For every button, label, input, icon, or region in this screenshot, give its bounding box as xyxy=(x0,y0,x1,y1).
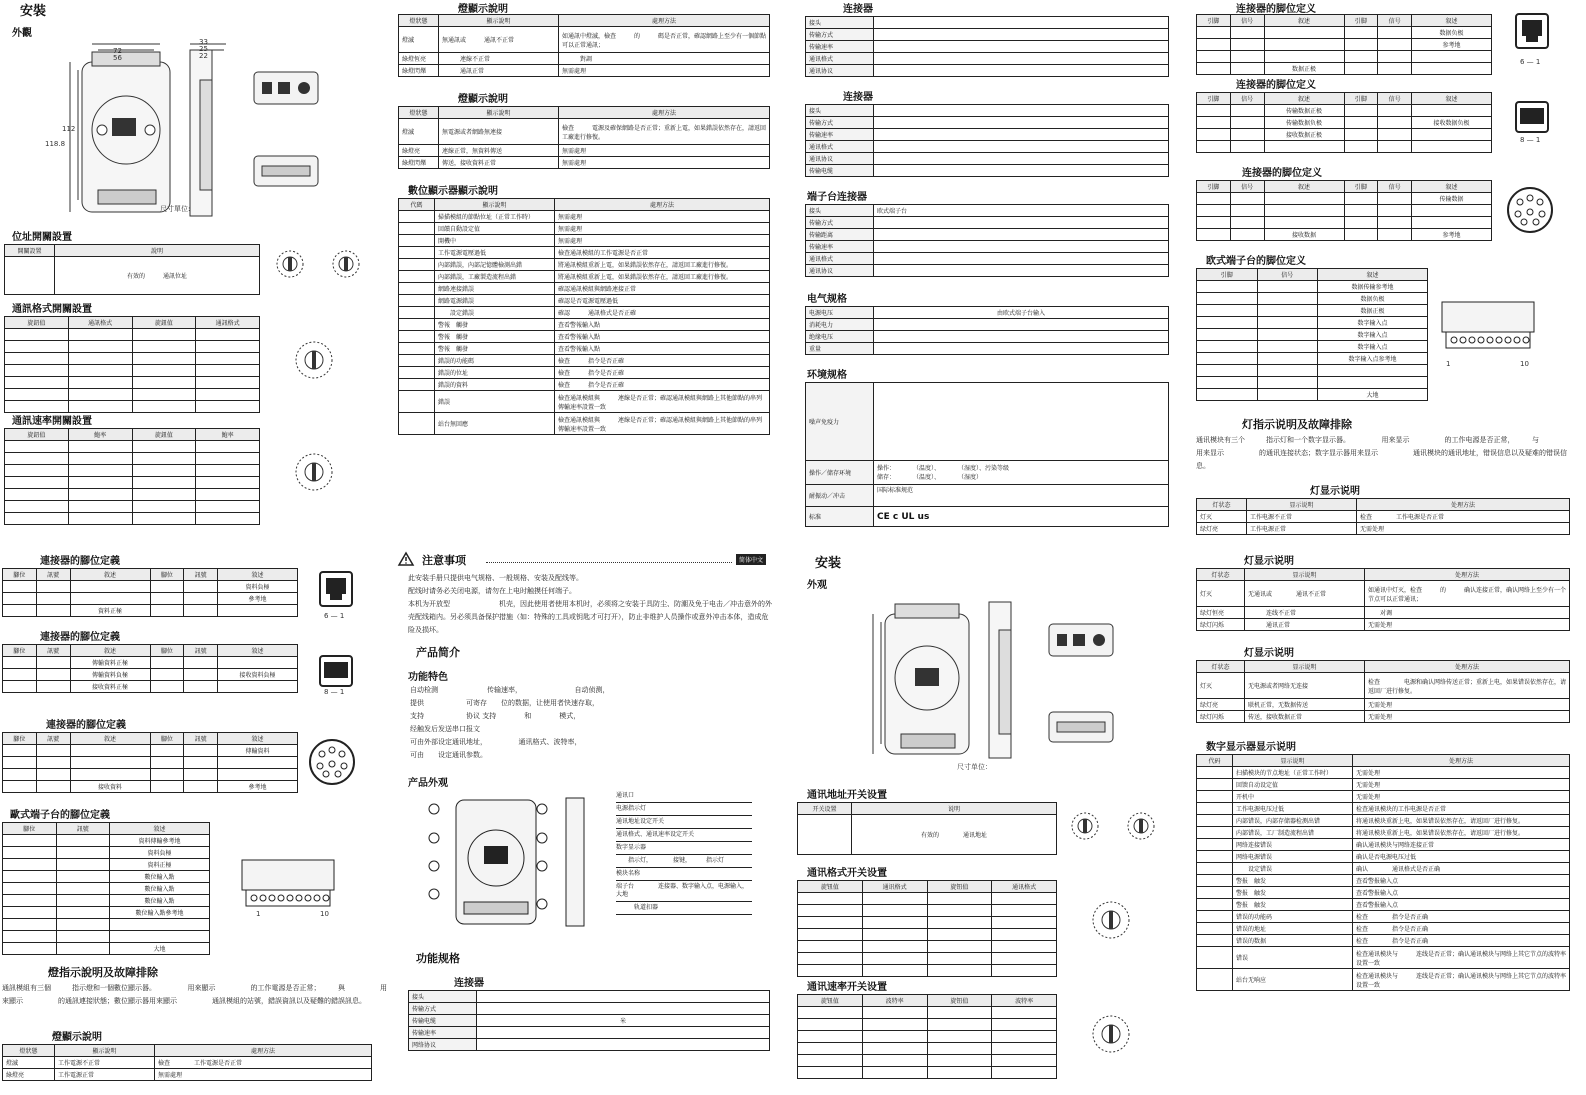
table-row: 错误的数据 检查 指令是否正确 xyxy=(1197,935,1570,947)
q5-rj11-icon xyxy=(318,570,354,614)
q1-rotary-switch-icons xyxy=(272,242,382,288)
table-row: 警报 触发 查看警报输入点 xyxy=(1197,887,1570,899)
table-row: 数字输入点参考地 xyxy=(1197,353,1428,365)
table-row: 站台无响应 检查通讯模块与 连线是否正常；确认通讯模块与网络上其它节点的波特率设置一致 xyxy=(1197,969,1570,991)
table-row: 數位輸入點 xyxy=(3,895,210,907)
table-row: 回馈自动设定值 无需处理 xyxy=(1197,779,1570,791)
table-row: 网络电源错误 确认是否电源电压过低 xyxy=(1197,851,1570,863)
table-row: 网络连接错误 确认通讯模块与网络连接正常 xyxy=(1197,839,1570,851)
legend-item: 通讯格式、通讯速率设定开关 xyxy=(616,829,752,842)
table-row: 數位輸入點參考地 xyxy=(3,907,210,919)
legend-item: 轨道扣器 xyxy=(616,902,752,915)
q1-fmt-table: 旋鈕值 通訊格式 旋鈕值 通訊格式 xyxy=(4,316,260,413)
q1-install xyxy=(0,0,396,547)
q5-din-connector-icon xyxy=(306,736,358,788)
legend-item: 模块名称 xyxy=(616,868,752,881)
q5-rj45-icon xyxy=(318,654,354,690)
q5-rj45-label: 8 — 1 xyxy=(324,688,345,696)
q7-rate-switch-icon xyxy=(1089,1012,1133,1056)
q4-terminal-block-icon xyxy=(1440,300,1536,356)
q3-conn2-table: 接头 传输方式 传输速率 通讯格式 通讯协议 传输电缆 xyxy=(805,104,1169,177)
table-row xyxy=(3,919,210,931)
table-row: 資料負極 xyxy=(3,847,210,859)
q5-terminal-pin1: 1 xyxy=(256,910,261,918)
q7-rate-title: 通讯速率开关设置 xyxy=(807,982,887,993)
q7-addr-title: 通讯地址开关设置 xyxy=(807,790,887,801)
table-row: 数据正极 xyxy=(1197,305,1428,317)
q4-pin1-title: 连接器的脚位定义 xyxy=(1236,4,1316,15)
q1-dim-d2: 25 xyxy=(199,45,208,53)
table-row: 大地 xyxy=(1197,389,1428,401)
q5-terminal-pin10: 10 xyxy=(320,910,329,918)
q5-pin3-table: 腳位 訊號 敘述 腳位 訊號 敘述 傳輸資料 接收資料 參考地 xyxy=(2,732,298,793)
q5-pin2-table: 腳位 訊號 敘述 腳位 訊號 敘述 傳輸資料正極 傳輸資料負極 接收資料負極 接收資料正極 xyxy=(2,644,298,693)
q6-note-2: 配线时请务必关闭电源，请勿在上电时触摸任何端子。 xyxy=(408,587,576,595)
q4-din-connector-icon xyxy=(1504,184,1556,236)
table-row: 錯誤 檢查通訊模組與 連線是否正常；確認通訊模組與網路上其他節點的串列傳輸速率設置一致 xyxy=(399,391,770,413)
q1-rate-switch-icon xyxy=(292,450,336,494)
table-row: 数字输入点 xyxy=(1197,317,1428,329)
table-row: 错误的地址 检查 指令是否正确 xyxy=(1197,923,1570,935)
q4-terminal-pin1: 1 xyxy=(1446,360,1451,368)
q5-euro-title: 歐式端子台的腳位定義 xyxy=(10,810,110,821)
q7-fmt-title: 通讯格式开关设置 xyxy=(807,868,887,879)
q6-feature-1: 自动检测 传输速率， 自动侦测， xyxy=(410,686,610,694)
legend-item: 通讯口 xyxy=(616,790,752,803)
q4-led-title: 灯显示说明 xyxy=(1310,486,1360,497)
q6-divider xyxy=(486,562,732,563)
q8-led2-title: 灯显示说明 xyxy=(1244,648,1294,659)
q5-led-main-title: 燈指示說明及故障排除 xyxy=(48,966,158,979)
table-row: 警報 觸發 查看警報輸入點 xyxy=(399,331,770,343)
q4-rj11-icon xyxy=(1514,12,1550,56)
table-row: 错误 检查通讯模块与 连线是否正常；确认通讯模块与网络上其它节点的波特率设置一致 xyxy=(1197,947,1570,969)
table-row: 开机中 无需处理 xyxy=(1197,791,1570,803)
q8-dig-title: 数字显示器显示说明 xyxy=(1206,742,1296,753)
table-row: 設定錯誤 確認 通訊格式是否正確 xyxy=(399,307,770,319)
q6-note-3: 本机为开放型 机壳，因此使用者使用本机时，必须将之安装于具防尘、防潮及免于电击／冲击意外的外壳配线箱内。另必须具备保护措施（如：特殊的工具或钥匙才可打开），防止非维护人员操作或意外冲击本体，造成危险及损坏。 xyxy=(408,600,772,634)
table-row: 數位輸入點 xyxy=(3,883,210,895)
table-row: 工作電源電壓過低 檢查通訊模組的工作電源是否正常 xyxy=(399,247,770,259)
q5-pin1-table: 腳位 訊號 敘述 腳位 訊號 敘述 資料負極 參考地 資料正極 xyxy=(2,568,298,617)
table-row: 大地 xyxy=(3,943,210,955)
q7-subtitle: 外观 xyxy=(807,580,827,591)
q1-dim-w2: 56 xyxy=(113,54,122,62)
q5-pin1-title: 連接器的腳位定義 xyxy=(40,556,120,567)
q5-led-paragraph: 通訊模組有三個 指示燈和一個數位顯示器。 用來顯示 的工作電源是否正常； 與 用來顯示 的通訊連接狀態；數位顯示器用來顯示 通訊模組的站號，錯誤資訊以及疑難的錯誤訊息。 xyxy=(2,984,387,1005)
q7-rate-table: 旋钮值 波特率 旋钮值 波特率 xyxy=(797,994,1057,1079)
q6-spec-title: 功能规格 xyxy=(416,952,460,965)
q7-rotary-switch-icons xyxy=(1067,804,1177,850)
q6-feature-2: 提供 可寄存 位的数据，让使用者快速存取， xyxy=(410,699,599,707)
q1-unit: 尺寸單位: xyxy=(160,205,191,213)
q2-led2-title: 燈顯示說明 xyxy=(458,94,508,105)
q6-feature-5: 可由外部设定通讯地址， 通讯格式、波特率， xyxy=(410,738,582,746)
table-row: 錯誤的資料 檢查 指令是否正確 xyxy=(399,379,770,391)
q4-pin3-title: 连接器的脚位定义 xyxy=(1242,168,1322,179)
table-row: 網路連接錯誤 確認通訊模組與網路連接正常 xyxy=(399,283,770,295)
legend-item: 端子台 连接器、数字输入点，电源输入，大地 xyxy=(616,881,752,902)
table-row: 内部错误，工厂制造流程出错 将通讯模块重新上电，如果错误依然存在，请返回厂进行修复。 xyxy=(1197,827,1570,839)
q2-dig-table: 代碼 顯示說明 處理方法 掃描模組的節點位址（正常工作時） 無需處理 回饋自動設定值 無需處理 開機中 無需處理 工作電源電壓過低 檢查通訊模組的工作電源是否正常 內部錯誤，內部記憶體檢測出錯 將通訊模組重新上電，如果錯誤依然存在，請返回工廠進行修復。 內部錯誤，工廠製造流程出錯 將通訊模組重新上電，如果錯誤依然存在，請返回工廠進行修復。 網路連接錯誤 確認通訊模組與網路連接正常 網路電源錯誤 確認是否電源電壓過低 設定錯誤 確認 通訊格式是否正確 警報 觸發 查看警報輸入點 警報 觸發 查看警報輸入點 警報 觸發 查看警報輸入點 錯誤的功能碼 檢查 指令是否正確 錯誤的位址 檢查 指令是否正確 錯誤的資料 檢查 指令是否正確 錯誤 檢查通訊模組與 連線是否正常；確認通訊模組與網路上其他節點的串列傳輸速率設置一致 站台無回應 檢查通訊模組與 連線是否正常；確認通訊模組與網路上其他節點的串列傳輸速率設置一致 xyxy=(398,198,770,435)
q4-rj11-label: 6 — 1 xyxy=(1520,58,1541,66)
table-row: 警報 觸發 查看警報輸入點 xyxy=(399,343,770,355)
q6-product-drawing xyxy=(426,796,616,936)
q6-feature-6: 可由 设定通讯参数。 xyxy=(410,751,487,759)
q1-dim-h1: 112 xyxy=(62,125,76,133)
q7-fmt-table: 旋钮值 通讯格式 旋钮值 通讯格式 xyxy=(797,880,1057,977)
q6-conn-title: 连接器 xyxy=(454,978,484,989)
table-row: 警报 触发 查看警报输入点 xyxy=(1197,899,1570,911)
q8-led1-table: 灯状态 显示说明 处理方法 灯灭 无通讯或 通讯不正常 如通讯中灯灭，检查 的 确认连接正常，确认网络上至少有一个节点可以正常通讯； 绿灯恒亮 连线不正常 对调 绿灯闪烁 通讯正常 无需处理 xyxy=(1196,568,1570,631)
q3-term-title: 端子台连接器 xyxy=(807,192,867,203)
q3-conn1-title: 连接器 xyxy=(843,4,873,15)
table-row: 数字输入点 xyxy=(1197,329,1428,341)
q6-appearance-title: 产品外观 xyxy=(408,778,448,789)
q2-led1-title: 燈顯示說明 xyxy=(458,4,508,15)
q6-features-title: 功能特色 xyxy=(408,672,448,683)
q4-pinout xyxy=(1190,0,1586,547)
q3-conn1-table: 接头 传输方式 传输速率 通讯格式 通讯协议 xyxy=(805,16,1169,77)
q2-led1-table: 燈狀態 顯示說明 處理方法 燈滅 無通訊或 通訊不正常 如通訊中燈滅，檢查 的 碼是否正常，確認網路上至少有一個節點可以正常通訊； 綠燈恆亮 連線不正常 對調 綠燈閃爍 通訊正常 無需處理 xyxy=(398,14,770,77)
q3-conn2-title: 连接器 xyxy=(843,92,873,103)
q1-dim-d1: 33 xyxy=(199,38,208,46)
q6-legend xyxy=(616,790,752,915)
q2-dig-title: 數位顯示器顯示說明 xyxy=(408,186,498,197)
q1-port-views xyxy=(250,70,320,190)
q4-led-main-title: 灯指示说明及故障排除 xyxy=(1242,418,1352,431)
table-row: 開機中 無需處理 xyxy=(399,235,770,247)
table-row: 站台無回應 檢查通訊模組與 連線是否正常；確認通訊模組與網路上其他節點的串列傳輸速率設置一致 xyxy=(399,413,770,435)
q1-subtitle: 外觀 xyxy=(12,28,32,39)
q1-dim-d3: 22 xyxy=(199,52,208,60)
q8-led2-table: 灯状态 显示说明 处理方法 灯灭 无电源或者网络无连接 检查 电源和确认网络传送正常；重新上电，如果错误依然存在，请返回厂进行修复。 绿灯亮 联机正常，无数据传送 无需处理 绿灯闪烁 传送，接收数据正常 无需处理 xyxy=(1196,660,1570,723)
q1-fmt-title: 通訊格式開關設置 xyxy=(12,304,92,315)
table-row xyxy=(1197,365,1428,377)
table-row: 回饋自動設定值 無需處理 xyxy=(399,223,770,235)
q1-rate-table: 旋鈕值 鮑率 旋鈕值 鮑率 xyxy=(4,428,260,525)
table-row: 警报 触发 查看警报输入点 xyxy=(1197,875,1570,887)
q1-addr-table: 開關設置 說明 有效的 通訊位址 xyxy=(4,244,260,295)
table-row: 內部錯誤，內部記憶體檢測出錯 將通訊模組重新上電，如果錯誤依然存在，請返回工廠進行修復。 xyxy=(399,259,770,271)
q3-env-title: 环境规格 xyxy=(807,370,847,381)
q5-terminal-block-icon xyxy=(240,858,336,914)
q3-specs xyxy=(793,0,1189,547)
q4-pin3-table: 引脚 信号 叙述 引脚 信号 叙述 传输数据 接收数据 参考地 xyxy=(1196,180,1492,241)
q6-notice-title: 注意事项 xyxy=(422,554,466,567)
q4-terminal-pin10: 10 xyxy=(1520,360,1529,368)
q7-unit: 尺寸单位： xyxy=(957,763,992,771)
table-row: 数据负极 xyxy=(1197,293,1428,305)
legend-item: 数字显示器 xyxy=(616,842,752,855)
q2-led-description xyxy=(396,0,792,547)
table-row: 錯誤的位址 檢查 指令是否正確 xyxy=(399,367,770,379)
table-row: 數位輸入點 xyxy=(3,871,210,883)
q3-term-table: 接头 欧式端子台 传输方式 传输距离 传输速率 通讯格式 通讯协议 xyxy=(805,204,1169,277)
q6-note-1: 此安装手册只提供电气规格、一般规格、安装及配线等。 xyxy=(408,574,583,582)
q5-led-title: 燈顯示說明 xyxy=(52,1032,102,1043)
q6-lang-badge: 简体中文 xyxy=(736,554,766,565)
table-row: 資料傳輸參考地 xyxy=(3,835,210,847)
legend-item: 电源指示灯 xyxy=(616,803,752,816)
table-row: 数据传输参考地 xyxy=(1197,281,1428,293)
q2-led2-table: 燈狀態 顯示說明 處理方法 燈滅 無電源或者網路無連接 檢查 電源及確保網路是否正常；重新上電，如果錯誤依然存在，請返回工廠進行修復。 綠燈亮 連線正常，無資料傳送 無需處理 綠燈閃爍 傳送，接收資料正常 無需處理 xyxy=(398,106,770,169)
table-row: 警報 觸發 查看警報輸入點 xyxy=(399,319,770,331)
q4-pin2-title: 连接器的脚位定义 xyxy=(1236,80,1316,91)
q4-rj45-label: 8 — 1 xyxy=(1520,136,1541,144)
table-row: 扫描模块的节点地址（正常工作时） 无需处理 xyxy=(1197,767,1570,779)
table-row xyxy=(1197,377,1428,389)
q1-rate-title: 通訊速率開關設置 xyxy=(12,416,92,427)
q4-led-paragraph: 通讯模块有三个 指示灯和一个数字显示器。 用来显示 的工作电源是否正常， 与 用来显示 的通讯连接状态；数字显示器用来显示 通讯模块的通讯地址，错误信息以及疑难的错误信息。 xyxy=(1196,436,1581,470)
q8-dig-table: 代码 显示说明 处理方法 扫描模块的节点地址（正常工作时） 无需处理 回馈自动设定值 无需处理 开机中 无需处理 工作电源电压过低 检查通讯模块的工作电源是否正常 内部错误，内部存储器检测出错 将通讯模块重新上电，如果错误依然存在，请返回厂进行修复。 内部错误，工厂制造流程出错 将通讯模块重新上电，如果错误依然存在，请返回厂进行修复。 网络连接错误 确认通讯模块与网络连接正常 网络电源错误 确认是否电源电压过低 设定错误 确认 通讯格式是否正确 警报 触发 查看警报输入点 警报 触发 查看警报输入点 警报 触发 查看警报输入点 错误的功能码 检查 指令是否正确 错误的地址 检查 指令是否正确 错误的数据 检查 指令是否正确 错误 检查通讯模块与 连线是否正常；确认通讯模块与网络上其它节点的波特率设置一致 站台无响应 检查通讯模块与 连线是否正常；确认通讯模块与网络上其它节点的波特率设置一致 xyxy=(1196,754,1570,991)
table-row: 数字输入点 xyxy=(1197,341,1428,353)
table-row: 資料正極 xyxy=(3,859,210,871)
q4-led-table: 灯状态 显示说明 处理方法 灯灭 工作电源不正常 检查 工作电源是否正常 绿灯亮 工作电源正常 无需处理 xyxy=(1196,498,1570,535)
q1-dim-h2: 118.8 xyxy=(45,140,66,148)
q7-port-views xyxy=(1045,622,1115,746)
table-row: 工作电源电压过低 检查通讯模块的工作电源是否正常 xyxy=(1197,803,1570,815)
q5-pinout xyxy=(0,548,396,1095)
q3-elec-title: 电气规格 xyxy=(807,294,847,305)
table-row: 錯誤的功能碼 檢查 指令是否正確 xyxy=(399,355,770,367)
table-row: 设定错误 确认 通讯格式是否正确 xyxy=(1197,863,1570,875)
q5-pin2-title: 連接器的腳位定義 xyxy=(40,632,120,643)
table-row: 內部錯誤，工廠製造流程出錯 將通訊模組重新上電，如果錯誤依然存在，請返回工廠進行修復。 xyxy=(399,271,770,283)
table-row: 错误的功能码 检查 指令是否正确 xyxy=(1197,911,1570,923)
table-row: 内部错误，内部存储器检测出错 将通讯模块重新上电，如果错误依然存在，请返回厂进行修复。 xyxy=(1197,815,1570,827)
legend-item: 通讯地址设定开关 xyxy=(616,816,752,829)
q6-conn-table: 接头 传输方式 传输电缆 米 传输速率 网络协议 xyxy=(408,990,770,1051)
q5-euro-table: 腳位 訊號 敘述 資料傳輸參考地 資料負極 資料正極 數位輸入點 數位輸入點 數位輸入點 數位輸入點參考地 大地 xyxy=(2,822,210,955)
q1-addr-title: 位址開關設置 xyxy=(12,232,72,243)
q6-intro-title: 产品简介 xyxy=(416,646,460,659)
q6-feature-4: 经触发后发送串口报文 xyxy=(410,725,480,733)
table-row xyxy=(3,931,210,943)
table-row: 掃描模組的節點位址（正常工作時） 無需處理 xyxy=(399,211,770,223)
q1-title: 安裝 xyxy=(20,4,47,19)
q5-pin3-title: 連接器的腳位定義 xyxy=(46,720,126,731)
q7-addr-table: 开关设置 说明 有效的 通讯地址 xyxy=(797,802,1057,855)
q3-env-table: 噪声免疫力 操作／储存环境 操作： （温度）、 （湿度）、污染等级 储存： （温度）、 （湿度） 耐振动／冲击 国际标准规范 标准 CE c UL us xyxy=(805,382,1169,527)
q7-title: 安装 xyxy=(815,556,842,571)
q6-notice xyxy=(396,548,792,1095)
q4-pin2-table: 引脚 信号 叙述 引脚 信号 叙述 传输数据正极 传输数据负极 接收数据负极 接收数据正极 xyxy=(1196,92,1492,153)
q4-euro-title: 欧式端子台的脚位定义 xyxy=(1206,256,1306,267)
q4-euro-table: 引脚 信号 叙述 数据传输参考地 数据负极 数据正极 数字输入点 数字输入点 数字输入点 数字输入点参考地 大地 xyxy=(1196,268,1428,401)
q8-led-description xyxy=(1190,548,1586,1095)
q4-rj45-icon xyxy=(1514,100,1550,136)
table-row: 網路電源錯誤 確認是否電源電壓過低 xyxy=(399,295,770,307)
q6-feature-3: 支持 协议 支持 和 模式， xyxy=(410,712,581,720)
q4-pin1-table: 引脚 信号 叙述 引脚 信号 叙述 数据负极 参考地 数据正极 xyxy=(1196,14,1492,75)
q1-dim-w1: 72 xyxy=(113,47,122,55)
legend-item: 指示灯， 接键， 指示灯 xyxy=(616,855,752,868)
q7-fmt-switch-icon xyxy=(1089,898,1133,942)
q3-elec-table: 电源电压 由欧式端子台输入 消耗电力 绝缘电压 重量 xyxy=(805,306,1169,355)
q1-fmt-switch-icon xyxy=(292,338,336,382)
warning-icon xyxy=(398,552,414,566)
q7-dimension-drawing xyxy=(843,594,1073,764)
q8-led1-title: 灯显示说明 xyxy=(1244,556,1294,567)
q5-rj11-label: 6 — 1 xyxy=(324,612,345,620)
q7-install xyxy=(793,548,1189,1095)
q5-led-table: 燈狀態 顯示說明 處理方法 燈滅 工作電源不正常 檢查 工作電源是否正常 綠燈亮 工作電源正常 無需處理 xyxy=(2,1044,372,1081)
